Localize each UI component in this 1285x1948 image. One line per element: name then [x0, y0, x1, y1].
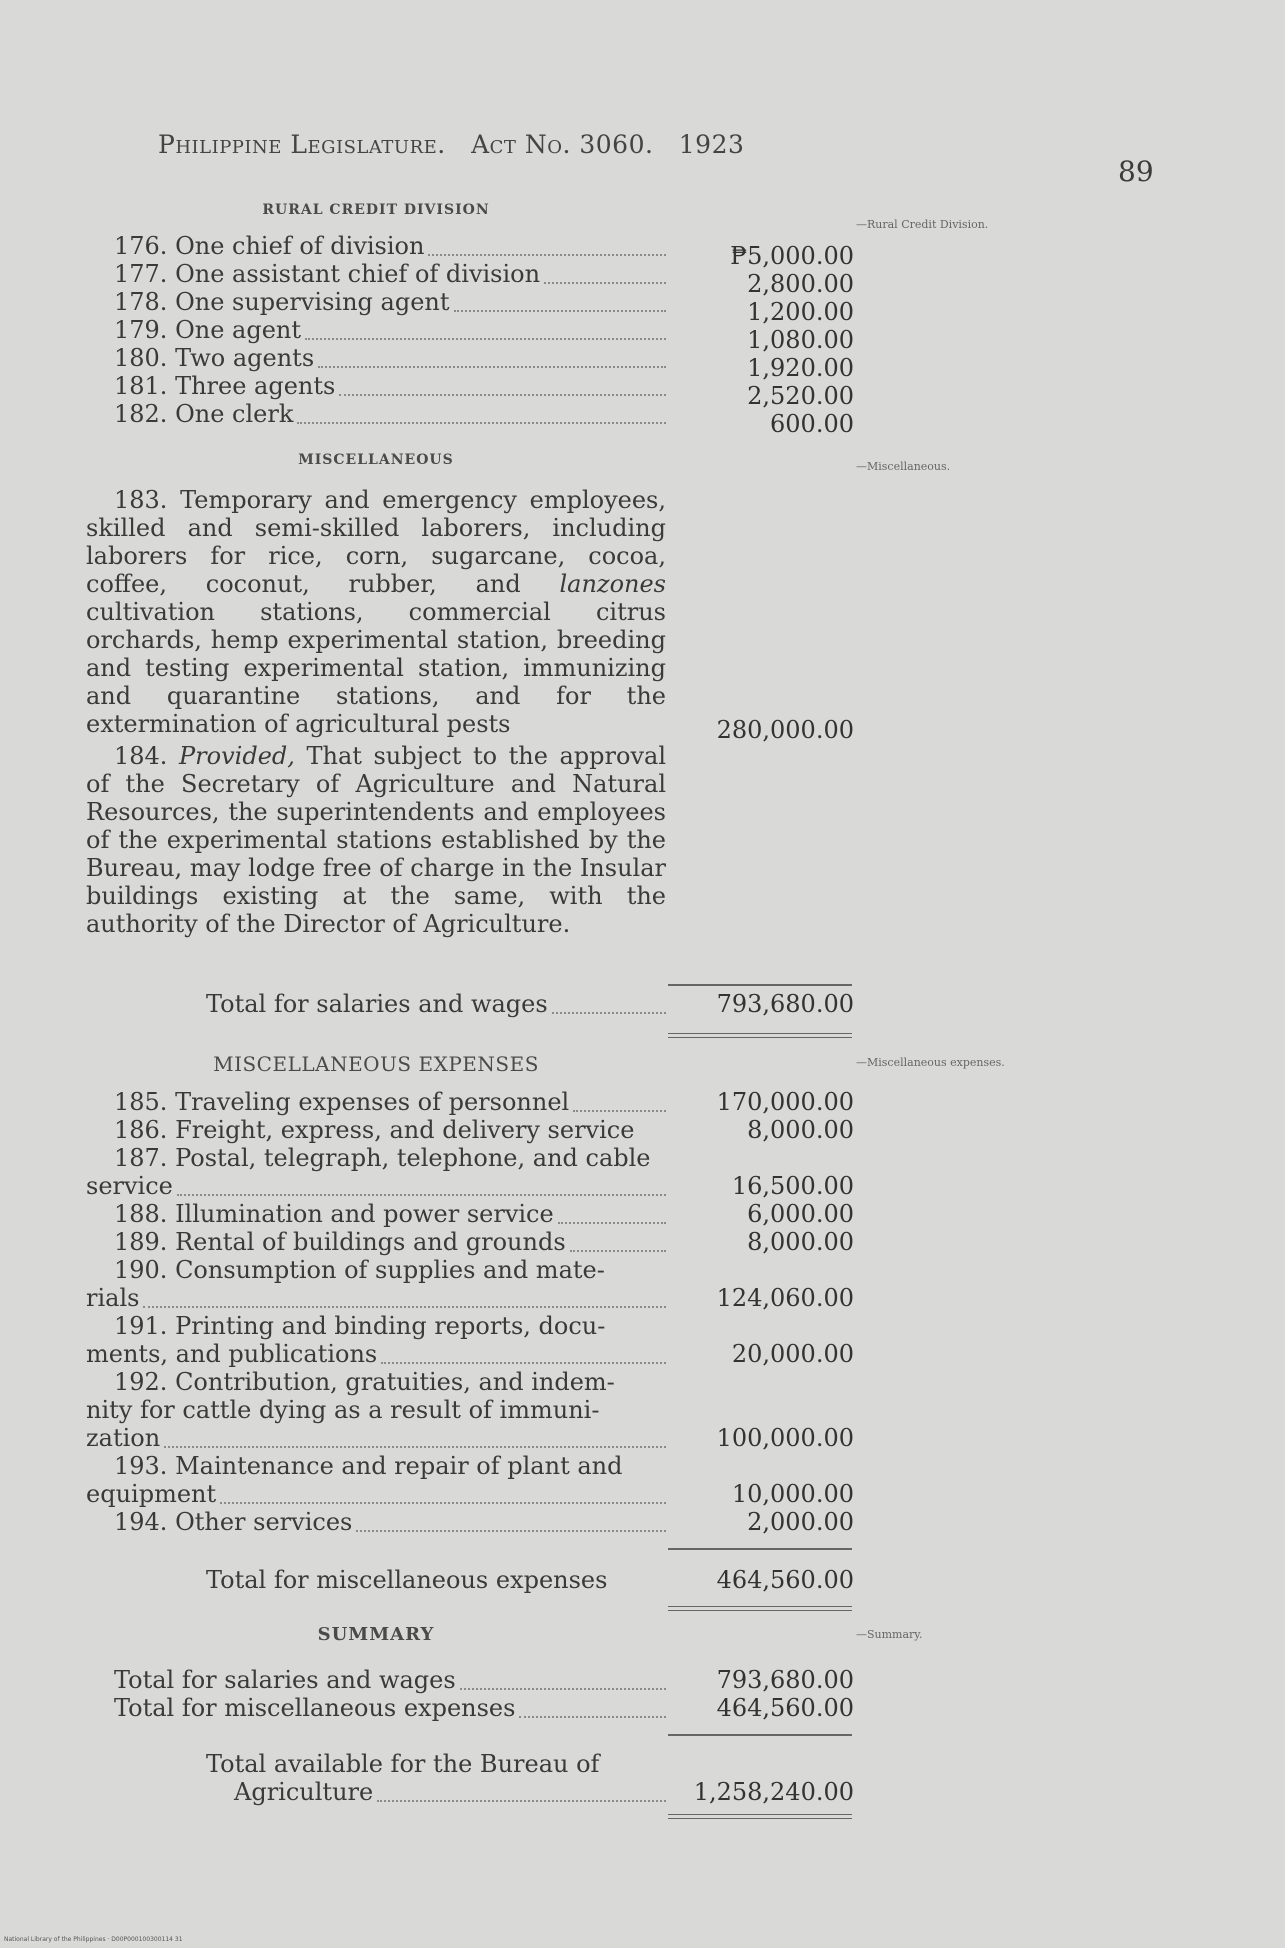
item-190-label-2: rials	[86, 1284, 140, 1312]
miscellaneous-heading: MISCELLANEOUS	[298, 452, 454, 468]
item-183-text-b: cultivation stations, commercial citrus orchards, hemp experimental station, breeding and testing experimental station, immunizing and quarantine stations, and for the extermination of agricultural pests	[86, 598, 666, 738]
rule-summary-above	[668, 1734, 852, 1736]
item-185-amount: 170,000.00	[716, 1088, 854, 1116]
item-187-line2	[86, 1172, 666, 1200]
item-186	[86, 1116, 666, 1144]
rural-credit-item-label: 180. Two agents	[114, 344, 315, 372]
leader-dots	[164, 1444, 666, 1448]
rural-credit-item-amount: 1,080.00	[747, 326, 854, 354]
item-188-amount: 6,000.00	[747, 1200, 854, 1228]
item-192-amount: 100,000.00	[716, 1424, 854, 1452]
leader-dots	[454, 308, 666, 312]
running-head	[158, 130, 744, 159]
summary-heading: SUMMARY	[317, 1624, 435, 1645]
margin-note-rural-credit: —Rural Credit Division.	[856, 218, 989, 231]
item-192-line3	[86, 1424, 666, 1452]
misc-expenses-heading: MISCELLANEOUS EXPENSES	[213, 1052, 539, 1076]
rural-credit-item-amount: ₱5,000.00	[730, 242, 854, 270]
rural-credit-item-label: 179. One agent	[114, 316, 302, 344]
summary-misc-amount: 464,560.00	[716, 1694, 854, 1722]
item-184-italic: Provided,	[179, 742, 295, 770]
item-192-label-2: nity for cattle dying as a result of immuni-	[86, 1396, 600, 1424]
rural-credit-item-label: 181. Three agents	[114, 372, 336, 400]
rural-credit-item-label: 177. One assistant chief of division	[114, 260, 541, 288]
leader-dots	[573, 1108, 666, 1112]
leader-dots	[552, 1010, 666, 1014]
item-193-line1	[86, 1452, 666, 1480]
rural-credit-item-label: 182. One clerk	[114, 400, 294, 428]
leader-dots	[377, 1798, 666, 1802]
item-189	[86, 1228, 666, 1256]
rural-credit-item	[86, 344, 666, 372]
leader-dots	[428, 252, 666, 256]
leader-dots	[570, 1248, 666, 1252]
leader-dots	[558, 1220, 666, 1224]
rural-credit-item-amount: 2,800.00	[747, 270, 854, 298]
rule-salaries-below	[668, 1033, 852, 1038]
rural-credit-item-amount: 600.00	[770, 410, 854, 438]
item-193-label-2: equipment	[86, 1480, 217, 1508]
item-189-label: 189. Rental of buildings and grounds	[114, 1228, 566, 1256]
item-191-line2	[86, 1340, 666, 1368]
running-head-year: 1923	[678, 130, 745, 159]
margin-note-miscellaneous: —Miscellaneous.	[856, 460, 951, 473]
summary-salaries-amount: 793,680.00	[716, 1666, 854, 1694]
rural-credit-item-label: 178. One supervising agent	[114, 288, 450, 316]
rural-credit-item-amount: 1,200.00	[747, 298, 854, 326]
leader-dots	[177, 1192, 666, 1196]
rural-credit-item	[86, 316, 666, 344]
rural-credit-item	[86, 232, 666, 260]
item-186-amount: 8,000.00	[747, 1116, 854, 1144]
item-187-amount: 16,500.00	[731, 1172, 854, 1200]
item-183-italic: lanzones	[559, 570, 666, 598]
running-head-act: Act No. 3060.	[471, 130, 654, 159]
item-193-label-1: 193. Maintenance and repair of plant and	[114, 1452, 623, 1480]
grand-total-line2	[86, 1778, 666, 1806]
total-salaries-amount: 793,680.00	[716, 990, 854, 1018]
item-187-line1	[86, 1144, 666, 1172]
rule-summary-below	[668, 1814, 852, 1819]
item-183-text-a: 183. Temporary and emergency employees, skilled and semi-skilled laborers, including laborers for rice, corn, sugarcane, cocoa, coffee, coconut, rubber, and	[86, 486, 666, 598]
rule-salaries-above	[668, 984, 852, 986]
grand-total-label-2: Agriculture	[234, 1778, 374, 1806]
leader-dots	[519, 1714, 666, 1718]
item-194-amount: 2,000.00	[747, 1508, 854, 1536]
total-salaries-label: Total for salaries and wages	[206, 990, 548, 1018]
item-183-paragraph	[86, 486, 666, 738]
item-190-label-1: 190. Consumption of supplies and mate-	[114, 1256, 605, 1284]
item-184-text-b: That subject to the approval of the Secretary of Agriculture and Natural Resources, the superintendents and employees of the experimental stations established by the Bureau, may lodge free of charge in the Insular buildings existing at the same, with the authority of the Director of Agriculture.	[86, 742, 666, 938]
rural-credit-item	[86, 400, 666, 428]
item-193-line2	[86, 1480, 666, 1508]
item-184-paragraph	[86, 742, 666, 938]
item-194	[86, 1508, 666, 1536]
total-misc-amount: 464,560.00	[716, 1566, 854, 1594]
margin-note-summary: —Summary.	[856, 1628, 923, 1641]
total-misc-line	[86, 1566, 666, 1594]
total-misc-label: Total for miscellaneous expenses	[206, 1566, 608, 1594]
item-191-label-2: ments, and publications	[86, 1340, 378, 1368]
leader-dots	[318, 364, 666, 368]
leader-dots	[460, 1686, 666, 1690]
item-183-amount: 280,000.00	[716, 716, 854, 744]
archive-footer-tag: National Library of the Philippines · D00P000100300114 31	[4, 1936, 183, 1943]
item-192-line2	[86, 1396, 666, 1424]
item-190-line2	[86, 1284, 666, 1312]
item-185	[86, 1088, 666, 1116]
item-186-label: 186. Freight, express, and delivery service	[114, 1116, 635, 1144]
item-188-label: 188. Illumination and power service	[114, 1200, 554, 1228]
grand-total-label-1: Total available for the Bureau of	[206, 1750, 600, 1778]
grand-total-amount: 1,258,240.00	[693, 1778, 854, 1806]
grand-total-line1	[86, 1750, 666, 1778]
summary-salaries	[86, 1666, 666, 1694]
leader-dots	[339, 392, 666, 396]
summary-misc	[86, 1694, 666, 1722]
margin-note-misc-expenses: —Miscellaneous expenses.	[856, 1056, 1005, 1069]
item-187-label-1: 187. Postal, telegraph, telephone, and cable	[114, 1144, 651, 1172]
page-number: 89	[1118, 155, 1154, 188]
rural-credit-item-label: 176. One chief of division	[114, 232, 425, 260]
item-187-label-2: service	[86, 1172, 173, 1200]
item-191-line1	[86, 1312, 666, 1340]
summary-misc-label: Total for miscellaneous expenses	[114, 1694, 516, 1722]
item-192-label-1: 192. Contribution, gratuities, and indem-	[114, 1368, 615, 1396]
item-191-label-1: 191. Printing and binding reports, docu-	[114, 1312, 606, 1340]
item-193-amount: 10,000.00	[731, 1480, 854, 1508]
item-184-text-a: 184.	[114, 742, 180, 770]
leader-dots	[305, 336, 666, 340]
running-head-legislature: Philippine Legislature.	[158, 130, 446, 159]
rule-misc-above	[668, 1548, 852, 1550]
rural-credit-item	[86, 288, 666, 316]
total-salaries-line	[86, 990, 666, 1018]
rule-misc-below	[668, 1606, 852, 1611]
item-188	[86, 1200, 666, 1228]
rural-credit-item-amount: 2,520.00	[747, 382, 854, 410]
rural-credit-item-amount: 1,920.00	[747, 354, 854, 382]
item-192-line1	[86, 1368, 666, 1396]
item-189-amount: 8,000.00	[747, 1228, 854, 1256]
leader-dots	[143, 1304, 666, 1308]
rural-credit-item	[86, 260, 666, 288]
item-190-amount: 124,060.00	[716, 1284, 854, 1312]
leader-dots	[297, 420, 666, 424]
summary-salaries-label: Total for salaries and wages	[114, 1666, 456, 1694]
item-192-label-3: zation	[86, 1424, 161, 1452]
item-194-label: 194. Other services	[114, 1508, 353, 1536]
leader-dots	[544, 280, 666, 284]
item-191-amount: 20,000.00	[731, 1340, 854, 1368]
leader-dots	[381, 1360, 666, 1364]
leader-dots	[220, 1500, 666, 1504]
rural-credit-heading: RURAL CREDIT DIVISION	[262, 202, 490, 218]
item-190-line1	[86, 1256, 666, 1284]
item-185-label: 185. Traveling expenses of personnel	[114, 1088, 570, 1116]
leader-dots	[356, 1528, 666, 1532]
rural-credit-item	[86, 372, 666, 400]
